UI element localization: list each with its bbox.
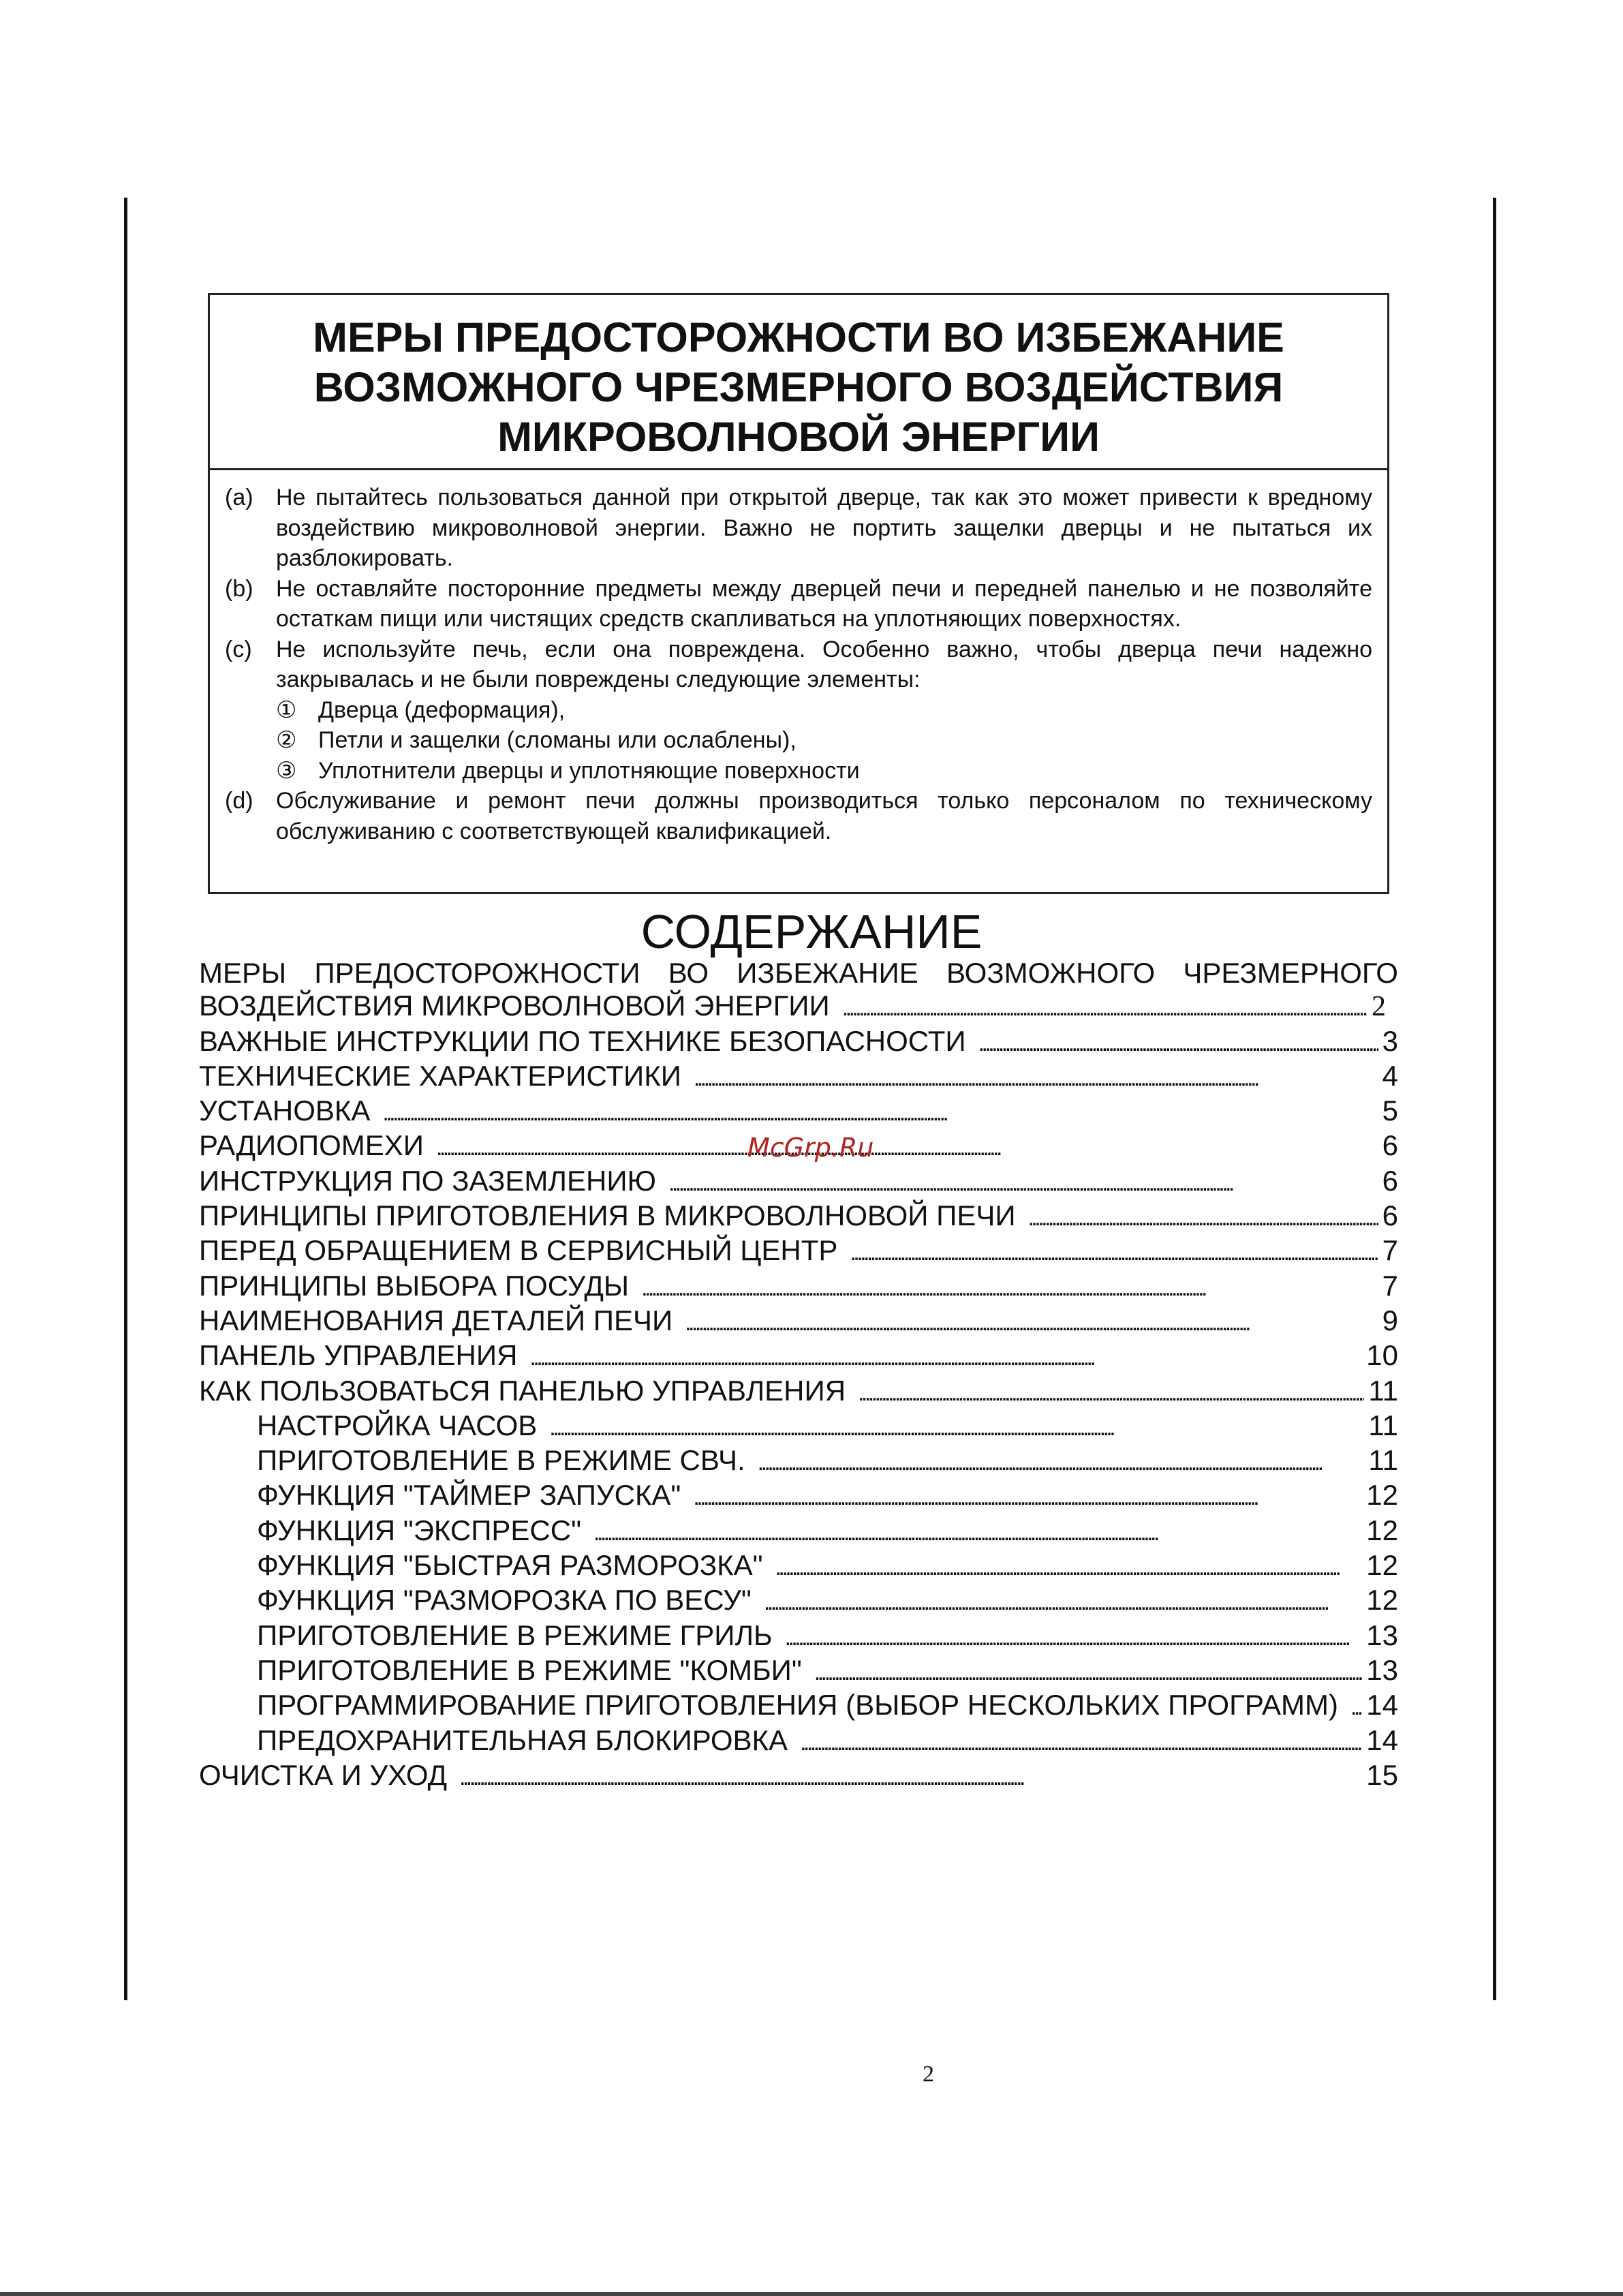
toc-entry bbox=[199, 1549, 1398, 1584]
toc-entry bbox=[199, 1654, 1398, 1689]
toc-leader-dots bbox=[858, 1375, 1364, 1409]
precautions-title bbox=[210, 295, 1387, 470]
toc-entry-title: ПРИГОТОВЛЕНИЕ В РЕЖИМЕ "КОМБИ" bbox=[257, 1653, 802, 1686]
toc-entry-title: ПАНЕЛЬ УПРАВЛЕНИЯ bbox=[199, 1339, 518, 1372]
subitem-number: ② bbox=[276, 727, 297, 753]
toc-leader-dots bbox=[978, 1025, 1378, 1060]
toc-entry bbox=[199, 1304, 1398, 1339]
precautions-list bbox=[210, 470, 1387, 846]
right-margin-rule bbox=[1493, 198, 1496, 2000]
subitem-text: Петли и защелки (сломаны или ослаблены), bbox=[318, 727, 797, 753]
left-margin-rule bbox=[124, 198, 127, 2000]
page-number: 2 bbox=[923, 2062, 934, 2087]
toc-entry bbox=[199, 1759, 1398, 1794]
toc-entry bbox=[199, 1234, 1398, 1269]
toc-word: МЕРЫ bbox=[199, 957, 287, 989]
toc-leader-dots bbox=[549, 1409, 1364, 1444]
toc-entry bbox=[199, 1689, 1398, 1724]
precaution-text: Не оставляйте посторонние предметы между дверцей печи и передней панелью и не позволяйте остаткам пищи или чистящих средств скапливаться на уплотняющих поверхностях. bbox=[276, 575, 1372, 632]
precaution-label: (d) bbox=[225, 788, 253, 814]
precaution-subitem bbox=[276, 756, 1372, 786]
toc-leader-dots bbox=[459, 1759, 1362, 1794]
subitem-text: Дверца (деформация), bbox=[318, 697, 566, 723]
toc-leader-dots bbox=[694, 1060, 1378, 1095]
toc-entry-page: 4 bbox=[1382, 1059, 1398, 1092]
toc-entry bbox=[199, 1409, 1398, 1444]
toc-leader-dots bbox=[764, 1584, 1362, 1619]
toc-entry-title: ОЧИСТКА И УХОД bbox=[199, 1758, 448, 1791]
toc-entry bbox=[199, 1165, 1398, 1199]
toc-leader-dots bbox=[850, 1234, 1378, 1269]
toc-entry-page: 10 bbox=[1366, 1339, 1398, 1372]
toc-entry-page: 11 bbox=[1368, 1409, 1398, 1441]
watermark: McGrp.Ru bbox=[747, 1133, 874, 1163]
toc-entry bbox=[199, 990, 1398, 1024]
toc-entry-title: ПРИНЦИПЫ ПРИГОТОВЛЕНИЯ В МИКРОВОЛНОВОЙ ПЕЧИ bbox=[199, 1199, 1016, 1232]
toc-entry-title: ФУНКЦИЯ "БЫСТРАЯ РАЗМОРОЗКА" bbox=[257, 1549, 763, 1582]
toc-entry-page: 6 bbox=[1382, 1199, 1398, 1232]
toc-entry bbox=[199, 1514, 1398, 1549]
toc-entry-title: ПРИНЦИПЫ ВЫБОРА ПОСУДЫ bbox=[199, 1269, 630, 1302]
toc-word: ПРЕДОСТОРОЖНОСТИ bbox=[314, 957, 640, 989]
toc-entry-page: 14 bbox=[1366, 1689, 1398, 1721]
toc-leader-dots bbox=[436, 1129, 1378, 1164]
precautions-title-line: МИКРОВОЛНОВОЙ ЭНЕРГИИ bbox=[497, 414, 1100, 460]
toc-entry bbox=[199, 1025, 1398, 1060]
toc-entry-page: 13 bbox=[1366, 1653, 1398, 1686]
toc-leader-dots bbox=[593, 1514, 1362, 1549]
table-of-contents bbox=[199, 957, 1398, 1794]
toc-entry-title: ФУНКЦИЯ "ТАЙМЕР ЗАПУСКА" bbox=[257, 1479, 681, 1512]
toc-entry-page: 14 bbox=[1366, 1724, 1398, 1756]
precaution-item-c bbox=[225, 634, 1372, 786]
toc-word: ВОЗМОЖНОГО bbox=[946, 957, 1156, 989]
toc-entry-page: 11 bbox=[1368, 1374, 1398, 1407]
toc-entry bbox=[199, 1095, 1398, 1129]
precaution-item-b bbox=[225, 574, 1372, 634]
toc-entry bbox=[199, 1199, 1398, 1234]
toc-entry-page: 9 bbox=[1382, 1304, 1398, 1336]
toc-entry-page: 7 bbox=[1382, 1234, 1398, 1267]
toc-entry-page: 11 bbox=[1368, 1444, 1398, 1477]
toc-entry bbox=[199, 1060, 1398, 1095]
precaution-subitem bbox=[276, 695, 1372, 726]
toc-leader-dots bbox=[842, 990, 1367, 1024]
toc-leader-dots bbox=[641, 1270, 1378, 1304]
toc-leader-dots bbox=[1350, 1689, 1362, 1724]
toc-entry bbox=[199, 1375, 1398, 1409]
toc-entry-title: РАДИОПОМЕХИ bbox=[199, 1129, 424, 1162]
toc-entry-title: ВОЗДЕЙСТВИЯ МИКРОВОЛНОВОЙ ЭНЕРГИИ bbox=[199, 990, 830, 1022]
toc-entry-page: 12 bbox=[1366, 1479, 1398, 1512]
toc-entry bbox=[199, 1270, 1398, 1304]
subitem-number: ① bbox=[276, 697, 297, 723]
toc-leader-dots bbox=[814, 1654, 1363, 1689]
toc-leader-dots bbox=[382, 1095, 1378, 1129]
precaution-label: (c) bbox=[225, 636, 252, 662]
precaution-body bbox=[276, 634, 1372, 786]
precautions-title-line: ВОЗМОЖНОГО ЧРЕЗМЕРНОГО ВОЗДЕЙСТВИЯ bbox=[313, 364, 1284, 410]
toc-entry bbox=[199, 1479, 1398, 1514]
toc-entry-title: ФУНКЦИЯ "ЭКСПРЕСС" bbox=[257, 1514, 581, 1546]
toc-entry-page: 13 bbox=[1366, 1619, 1398, 1651]
toc-entry-page: 5 bbox=[1382, 1095, 1398, 1127]
toc-entry-title: ИНСТРУКЦИЯ ПО ЗАЗЕМЛЕНИЮ bbox=[199, 1164, 656, 1197]
precaution-text: Обслуживание и ремонт печи должны производиться только персоналом по техническому обслуживанию с соответствующей квалификацией. bbox=[276, 788, 1372, 844]
precaution-text: Не пытайтесь пользоваться данной при открытой дверце, так как это может привести к вредному воздействию микроволновой энергии. Важно не портить защелки дверцы и не пытаться их разблокировать. bbox=[276, 485, 1372, 571]
subitem-text: Уплотнители дверцы и уплотняющие поверхности bbox=[318, 757, 860, 784]
precaution-label: (a) bbox=[225, 485, 253, 510]
toc-entry bbox=[199, 1724, 1398, 1759]
precaution-item-a bbox=[225, 483, 1372, 574]
precaution-text: Не используйте печь, если она повреждена. Особенно важно, чтобы дверца печи надежно закрывалась и не были повреждены следующие элементы: bbox=[276, 636, 1372, 692]
toc-entry-page: 12 bbox=[1366, 1514, 1398, 1546]
toc-leader-dots bbox=[1028, 1199, 1378, 1234]
toc-entry-page: 6 bbox=[1382, 1164, 1398, 1197]
toc-leader-dots bbox=[775, 1549, 1363, 1584]
toc-entry-page: 7 bbox=[1382, 1269, 1398, 1302]
toc-heading: СОДЕРЖАНИЕ bbox=[640, 905, 983, 958]
precautions-title-line: МЕРЫ ПРЕДОСТОРОЖНОСТИ ВО ИЗБЕЖАНИЕ bbox=[313, 314, 1284, 361]
toc-entry-title: ВАЖНЫЕ ИНСТРУКЦИИ ПО ТЕХНИКЕ БЕЗОПАСНОСТИ bbox=[199, 1024, 966, 1057]
toc-entry-title: ПРЕДОХРАНИТЕЛЬНАЯ БЛОКИРОВКА bbox=[257, 1724, 788, 1756]
precaution-label: (b) bbox=[225, 575, 253, 602]
toc-leader-dots bbox=[668, 1165, 1378, 1199]
toc-word: ЧРЕЗМЕРНОГО bbox=[1183, 957, 1398, 989]
precaution-subitem bbox=[276, 725, 1372, 756]
toc-entry-first-line bbox=[199, 957, 1398, 990]
toc-entry-title: ТЕХНИЧЕСКИЕ ХАРАКТЕРИСТИКИ bbox=[199, 1059, 681, 1092]
toc-entry-page: 12 bbox=[1366, 1549, 1398, 1582]
toc-entry-title: ПРОГРАММИРОВАНИЕ ПРИГОТОВЛЕНИЯ (ВЫБОР НЕСКОЛЬКИХ ПРОГРАММ) bbox=[257, 1689, 1338, 1721]
bottom-scan-edge bbox=[0, 2292, 1623, 2296]
precautions-box bbox=[208, 293, 1389, 894]
toc-entry-title: ПРИГОТОВЛЕНИЕ В РЕЖИМЕ ГРИЛЬ bbox=[257, 1619, 773, 1651]
subitem-number: ③ bbox=[276, 757, 297, 784]
toc-entry-title: ПРИГОТОВЛЕНИЕ В РЕЖИМЕ СВЧ. bbox=[257, 1444, 745, 1477]
toc-entry bbox=[199, 1339, 1398, 1374]
toc-entry-page: 2 bbox=[1372, 991, 1386, 1023]
toc-entry bbox=[199, 1619, 1398, 1654]
toc-entry-title: НАСТРОЙКА ЧАСОВ bbox=[257, 1409, 538, 1441]
toc-entry-page: 6 bbox=[1382, 1129, 1398, 1162]
precaution-item-d bbox=[225, 786, 1372, 846]
toc-leader-dots bbox=[800, 1724, 1362, 1759]
toc-entry-title: КАК ПОЛЬЗОВАТЬСЯ ПАНЕЛЬЮ УПРАВЛЕНИЯ bbox=[199, 1374, 846, 1407]
toc-entry-title: НАИМЕНОВАНИЯ ДЕТАЛЕЙ ПЕЧИ bbox=[199, 1304, 673, 1336]
toc-entry-page: 15 bbox=[1366, 1758, 1398, 1791]
toc-leader-dots bbox=[685, 1304, 1378, 1339]
toc-leader-dots bbox=[758, 1444, 1365, 1479]
toc-entry-title: УСТАНОВКА bbox=[199, 1095, 371, 1127]
toc-leader-dots bbox=[529, 1339, 1362, 1374]
toc-entry bbox=[199, 1584, 1398, 1619]
toc-word: ВО bbox=[668, 957, 709, 989]
toc-word: ИЗБЕЖАНИЕ bbox=[737, 957, 918, 989]
toc-entry-page: 3 bbox=[1382, 1024, 1398, 1057]
toc-entry-title: ФУНКЦИЯ "РАЗМОРОЗКА ПО ВЕСУ" bbox=[257, 1584, 752, 1617]
toc-entry-title: ПЕРЕД ОБРАЩЕНИЕМ В СЕРВИСНЫЙ ЦЕНТР bbox=[199, 1234, 838, 1267]
toc-entry bbox=[199, 1444, 1398, 1479]
toc-leader-dots bbox=[693, 1479, 1362, 1514]
toc-entry-page: 12 bbox=[1366, 1584, 1398, 1617]
toc-leader-dots bbox=[785, 1619, 1363, 1654]
